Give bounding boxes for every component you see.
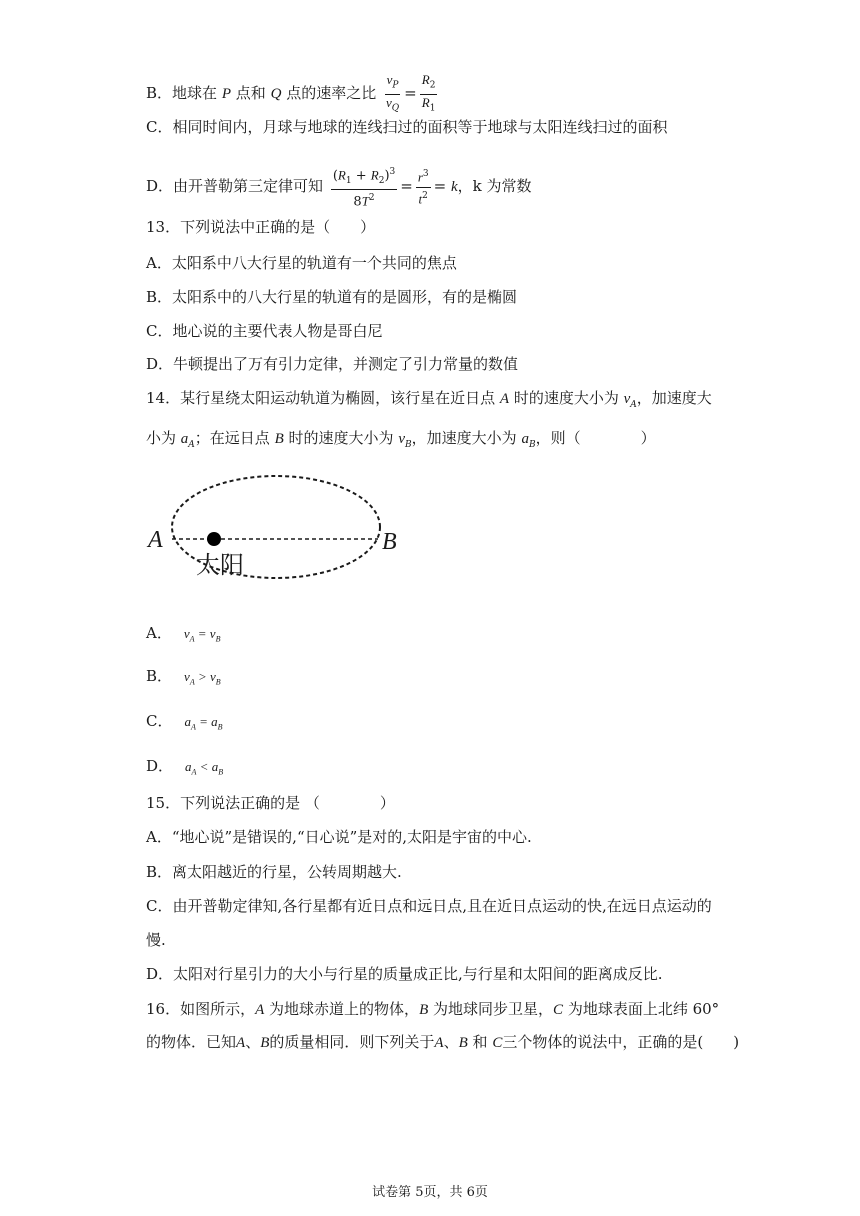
page-footer: 试卷第 5页，共 6页 <box>372 1185 488 1200</box>
kepler-third-law-formula: $\frac{(R_1 + R_2)^3}{8T^2}$ <box>331 164 397 210</box>
kepler-ratio-formula: $\frac{r^3}{t^2}$ <box>416 166 431 208</box>
point-a-label: A <box>148 527 163 553</box>
q14-stem-line-1: 14．某行星绕太阳运动轨道为椭圆，该行星在近日点 A 时的速度大小为 $v_A$，加速度大 <box>146 389 712 410</box>
elliptical-orbit-diagram <box>140 470 420 585</box>
orbit-figure <box>140 470 420 589</box>
q14-stem-line-2: 小为 $a_A$；在远日点 B 时的速度大小为 $v_B$，加速度大小为 $a_B$，则（ ） <box>146 429 656 450</box>
q14-option-a: A． $v_A = v_B$ <box>146 624 221 644</box>
sun-dot <box>207 532 221 546</box>
q12-option-c: C．相同时间内，月球与地球的连线扫过的面积等于地球与太阳连线扫过的面积 <box>146 118 668 136</box>
sun-label: 太阳 <box>196 551 244 579</box>
q14-option-c: C． $a_A = a_B$ <box>146 712 223 732</box>
q12-option-b: B．地球在 P 点和 Q 点的速率之比 $\frac{v_P}{v_Q}$ = $\frac{R_2}{R_1}$ <box>146 72 740 116</box>
q14-option-d: D． $a_A < a_B$ <box>146 757 224 777</box>
q13-option-c: C．地心说的主要代表人物是哥白尼 <box>146 322 383 340</box>
radius-ratio-formula: $\frac{R_2}{R_1}$ <box>421 72 436 114</box>
q15-option-c: C．由开普勒定律知,各行星都有近日点和远日点,且在近日点运动的快,在远日点运动的 <box>146 897 712 915</box>
q13-option-a: A．太阳系中八大行星的轨道有一个共同的焦点 <box>146 254 457 272</box>
q16-stem-line-1: 16．如图所示，A 为地球赤道上的物体，B 为地球同步卫星，C 为地球表面上北纬 60° <box>146 1000 720 1018</box>
q15-option-a: A．“地心说”是错误的,“日心说”是对的,太阳是宇宙的中心. <box>146 828 532 846</box>
velocity-ratio-formula: $\frac{v_P}{v_Q}$ <box>385 72 400 114</box>
q15-option-c-continued: 慢. <box>146 931 166 949</box>
q15-option-b: B．离太阳越近的行星，公转周期越大. <box>146 863 402 881</box>
q15-option-d: D．太阳对行星引力的大小与行星的质量成正比,与行星和太阳间的距离成反比. <box>146 965 663 983</box>
q13-option-b: B．太阳系中的八大行星的轨道有的是圆形，有的是椭圆 <box>146 288 518 306</box>
point-b-label: B <box>382 529 397 555</box>
q13-stem: 13．下列说法中正确的是（ ） <box>146 218 376 236</box>
q14-option-b: B． $v_A > v_B$ <box>146 667 221 687</box>
q12-option-d: D．由开普勒第三定律可知 $\frac{(R_1 + R_2)^3}{8T^2}$ = $\frac{r^3}{t^2}$ = k，k 为常数 <box>146 164 740 210</box>
q13-option-d: D．牛顿提出了万有引力定律，并测定了引力常量的数值 <box>146 355 519 373</box>
q15-stem: 15．下列说法正确的是 （ ） <box>146 794 395 812</box>
q16-stem-line-2: 的物体．已知A、B的质量相同．则下列关于A、B 和 C三个物体的说法中，正确的是( ) <box>146 1033 740 1051</box>
